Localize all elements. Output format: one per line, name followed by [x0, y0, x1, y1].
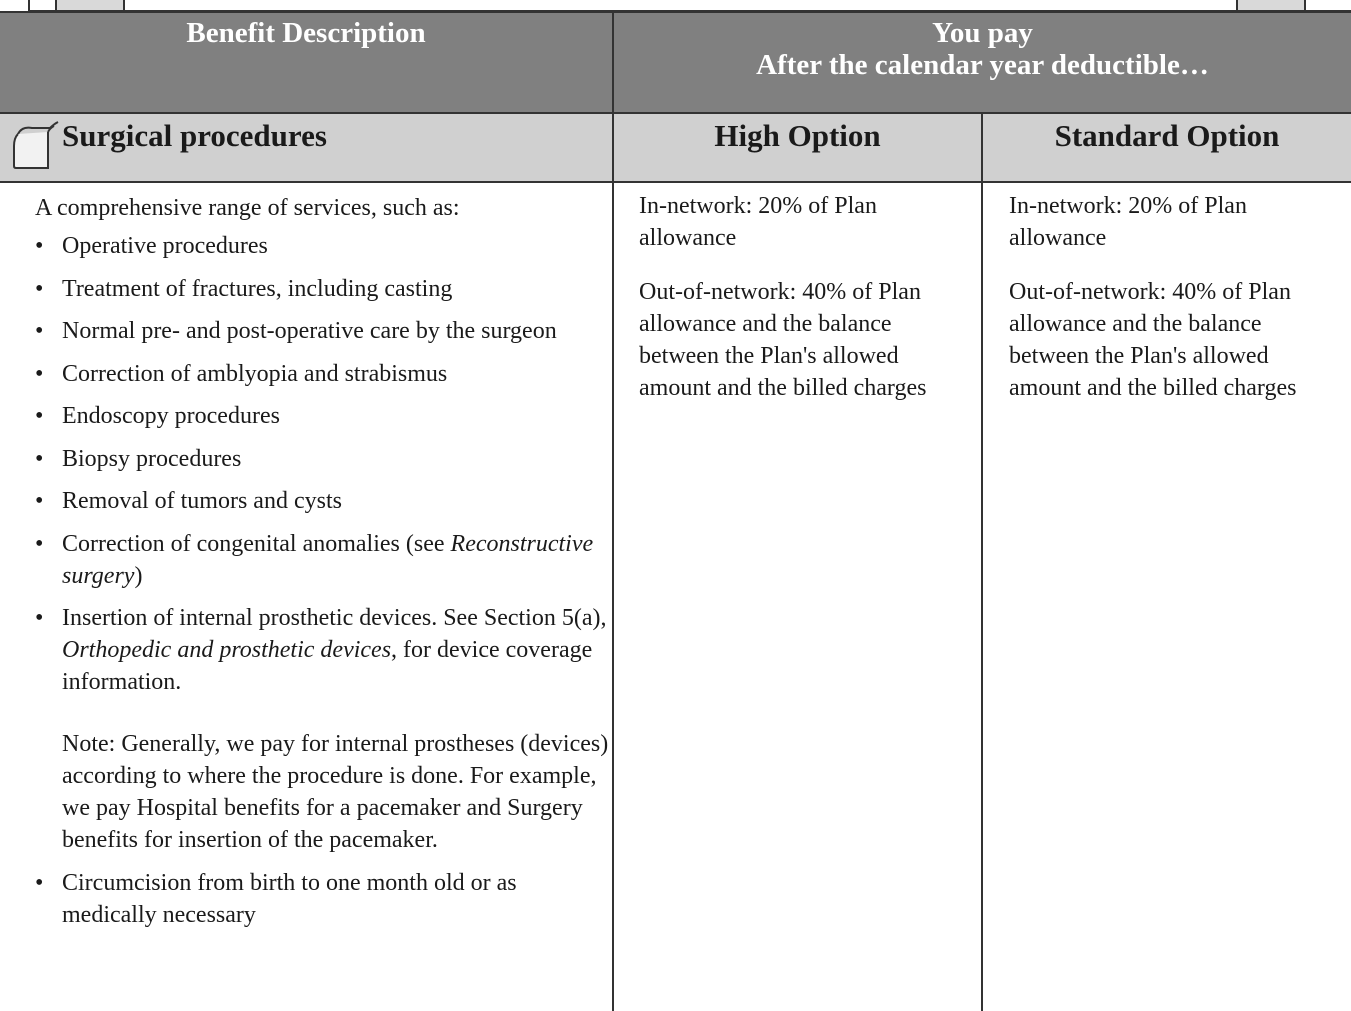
high-out-of-network: Out-of-network: 40% of Plan allowance and the balance between the Plan's allowed amount and the billed charges: [639, 279, 927, 401]
bullet: •: [35, 318, 44, 344]
high-in-network: In-network: 20% of Plan allowance: [639, 193, 877, 251]
bullet: •: [35, 275, 44, 302]
you-pay-header: [614, 17, 1351, 81]
high-option-header: High Option: [714, 118, 881, 153]
deductible-label: After the calendar year deductible…: [756, 49, 1209, 81]
bullet: •: [35, 360, 44, 387]
bullet: •: [35, 445, 44, 472]
benefit-description-column: [35, 192, 613, 941]
list-item-text: Biopsy procedures: [62, 445, 242, 472]
benefit-intro: A comprehensive range of services, such as:: [35, 195, 460, 221]
benefit-description-header: Benefit Description: [186, 17, 426, 49]
list-item: [35, 358, 613, 390]
scroll-icon: [12, 120, 60, 170]
table-header: [0, 11, 1351, 114]
you-pay-label: You pay: [932, 17, 1033, 49]
bullet: •: [35, 488, 44, 514]
reconstructive-surgery-ref: Reconstructive surgery: [62, 530, 594, 589]
prosthetic-text: Insertion of internal prosthetic devices. See Section 5(a),: [62, 605, 607, 631]
section-header: [0, 114, 1351, 183]
list-item: [35, 273, 613, 305]
list-item-text: Removal of tumors and cysts: [62, 488, 342, 514]
bullet: •: [35, 530, 44, 557]
standard-out-of-network: Out-of-network: 40% of Plan allowance and the balance between the Plan's allowed amount and the billed charges: [1009, 279, 1297, 401]
list-item: [35, 485, 613, 517]
list-item-circumcision: [35, 867, 613, 931]
list-item-text: Endoscopy procedures: [62, 403, 280, 429]
standard-option-header: Standard Option: [1054, 118, 1280, 153]
list-item-text: Treatment of fractures, including casting: [62, 275, 453, 302]
section-title: Surgical procedures: [62, 118, 327, 153]
list-item: [35, 230, 613, 262]
congenital-close: ): [134, 562, 143, 589]
prosthetic-note: Note: Generally, we pay for internal prostheses (devices) according to where the procedure is done. For example, we pay Hospital benefits for a pacemaker and Surgery benefits for insertion of the pacemaker.: [62, 731, 609, 853]
list-item-text: Correction of amblyopia and strabismus: [62, 360, 448, 387]
benefit-list: [35, 230, 613, 931]
high-option-column: [639, 190, 974, 426]
bullet: •: [35, 869, 44, 896]
column-divider-2: [981, 183, 983, 1011]
list-item: [35, 315, 613, 347]
list-item: [35, 400, 613, 432]
congenital-text: Correction of congenital anomalies (see: [62, 530, 451, 557]
bullet: •: [35, 233, 44, 259]
list-item-prosthetic: [35, 602, 613, 856]
bullet: •: [35, 605, 44, 631]
standard-in-network: In-network: 20% of Plan allowance: [1009, 193, 1247, 251]
list-item-congenital: [35, 528, 613, 592]
bullet: •: [35, 403, 44, 429]
orthopedic-devices-ref: Orthopedic and prosthetic devices: [62, 637, 392, 663]
standard-option-column: [1009, 190, 1344, 426]
list-item-text: Normal pre- and post-operative care by the surgeon: [62, 318, 557, 344]
list-item: [35, 443, 613, 475]
prosthetic-text-end: , for device coverage information.: [62, 637, 593, 695]
circumcision-text: Circumcision from birth to one month old or as medically necessary: [62, 869, 517, 928]
list-item-text: Operative procedures: [62, 233, 268, 259]
